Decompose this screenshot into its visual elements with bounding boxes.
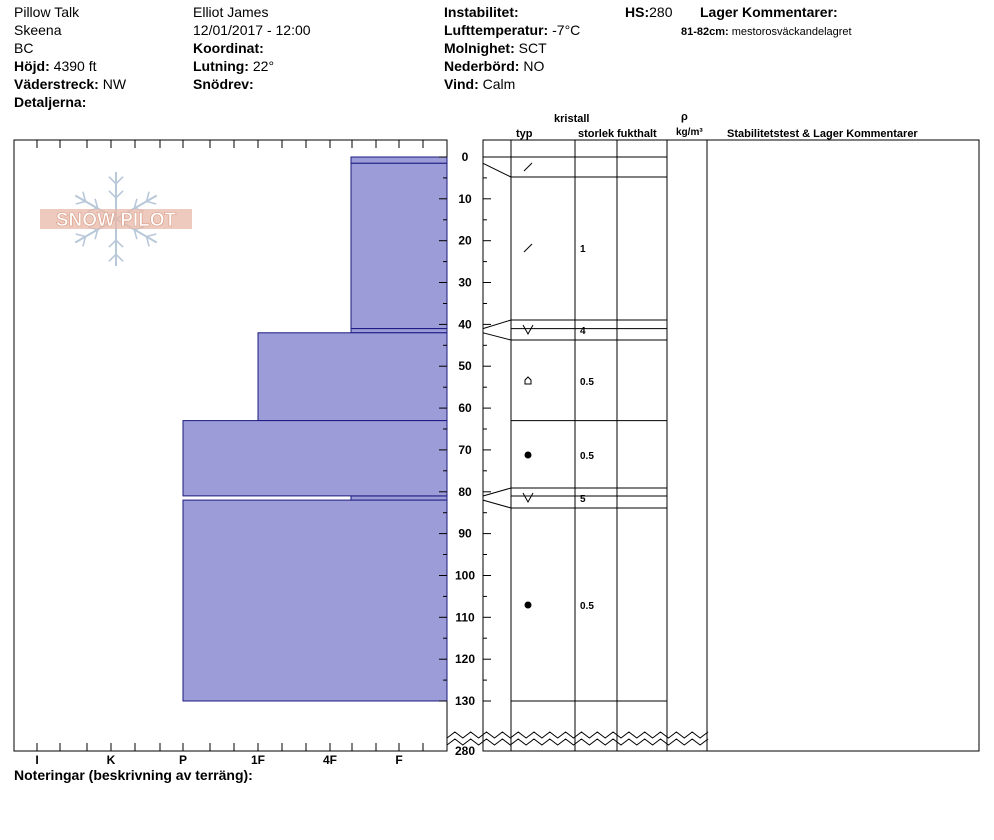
depth-tick-label: 120 <box>454 652 476 667</box>
depth-axis <box>439 150 708 758</box>
observer: Elliot James <box>193 4 269 20</box>
depth-tick-label: 10 <box>458 191 472 206</box>
layer-comment-depth: 81-82cm: <box>681 26 729 38</box>
col-moisture: fukthalt <box>617 128 657 140</box>
crystal-symbol-rounded <box>525 602 532 609</box>
hardness-label: F <box>395 753 403 767</box>
depth-tick-label: 110 <box>455 610 475 625</box>
flake-branch <box>109 191 116 198</box>
hardness-label: P <box>178 753 188 767</box>
col-rho: ρ <box>681 111 688 123</box>
region: BC <box>14 40 34 56</box>
details-label: Detaljerna: <box>14 94 87 110</box>
datetime: 12/01/2017 - 12:00 <box>193 22 311 38</box>
sky-value: SCT <box>518 40 547 56</box>
crystal-symbol-surface-hoar <box>523 325 533 334</box>
depth-tick-label: 100 <box>454 568 476 583</box>
flake-branch <box>116 254 123 261</box>
crystal-size-label: 0.5 <box>580 377 594 388</box>
coord-label: Koordinat: <box>193 40 264 56</box>
flake-branch <box>109 240 116 247</box>
flake-branch <box>109 177 116 184</box>
precip-value: NO <box>523 58 545 74</box>
hardness-bar <box>351 496 447 500</box>
logo-text: SNOW PILOT <box>55 210 177 231</box>
depth-tick-label: 0 <box>461 150 469 164</box>
flake-branch <box>116 240 123 247</box>
mountain-range: Skeena <box>14 22 62 38</box>
row-connector <box>483 333 511 340</box>
flake-branch <box>147 234 157 237</box>
crystal-size-label: 1 <box>580 244 586 255</box>
flake-branch <box>109 254 116 261</box>
precip-label: Nederbörd: <box>444 58 520 74</box>
flake-branch <box>147 201 157 204</box>
airtemp-value: -7°C <box>552 22 581 38</box>
layer-comments-label: Lager Kommentarer: <box>700 4 838 20</box>
depth-tick-label: 130 <box>454 694 476 708</box>
hardness-bar <box>351 163 447 328</box>
col-crystal: kristall <box>554 113 590 125</box>
airtemp-label: Lufttemperatur: <box>444 22 549 38</box>
aspect-value: NW <box>102 76 127 92</box>
row-connector <box>483 500 511 508</box>
hardness-bar <box>183 500 447 701</box>
hs-label: HS: <box>625 4 650 20</box>
wind-label: Vind: <box>444 76 479 92</box>
depth-tick-label: 70 <box>458 442 472 457</box>
layer-table-frame <box>483 140 979 751</box>
depth-tick-label: 90 <box>458 526 472 541</box>
crystal-symbol-surface-hoar <box>523 493 533 502</box>
crystal-size-label: 0.5 <box>580 601 594 612</box>
instability-label: Instabilitet: <box>444 4 519 20</box>
elevation-label: Höjd: <box>14 58 50 74</box>
crystal-symbol-faceted <box>525 377 531 384</box>
depth-tick-label: 80 <box>458 484 472 499</box>
crystal-symbol-precip-particle <box>524 163 532 171</box>
col-type: typ <box>516 128 533 140</box>
axis-break-zigzag <box>447 732 708 738</box>
depth-break-label: 280 <box>454 744 476 758</box>
crystal-size-label: 4 <box>580 326 586 337</box>
depth-tick-label: 40 <box>458 317 472 332</box>
hardness-bars <box>183 157 447 701</box>
drift-label: Snödrev: <box>193 76 254 92</box>
hs-value: 280 <box>649 4 673 20</box>
hardness-label: 4F <box>322 753 338 767</box>
depth-tick-label: 60 <box>458 401 472 416</box>
col-density-unit: kg/m³ <box>676 127 703 138</box>
layer-comment-text: mestorosväckandelagret <box>731 26 852 38</box>
hardness-label: I <box>35 753 39 767</box>
depth-tick-label: 30 <box>458 275 472 290</box>
wind-value: Calm <box>482 76 516 92</box>
crystal-size-label: 0.5 <box>580 451 594 462</box>
crystal-symbol-rounded <box>525 452 532 459</box>
hardness-bar <box>258 333 447 421</box>
flake-branch <box>116 191 123 198</box>
crystal-markers <box>523 163 594 612</box>
flake-branch <box>76 234 86 237</box>
layer-table <box>483 140 707 751</box>
flake-branch <box>76 201 86 204</box>
depth-tick-label: 50 <box>458 359 472 374</box>
slope-label: Lutning: <box>193 58 249 74</box>
col-size: storlek <box>578 128 615 140</box>
snowpilot-logo <box>40 172 192 266</box>
crystal-symbol-precip-particle <box>524 244 532 252</box>
aspect-label: Väderstreck: <box>14 76 99 92</box>
hardness-bar <box>351 329 447 333</box>
depth-tick-label: 20 <box>458 233 472 248</box>
axis-break-zigzag <box>447 739 708 745</box>
location: Pillow Talk <box>14 4 80 20</box>
slope-value: 22° <box>252 58 275 74</box>
crystal-size-label: 5 <box>580 494 586 505</box>
notes-label: Noteringar (beskrivning av terräng): <box>14 767 253 783</box>
hardness-bar <box>183 421 447 496</box>
row-connector <box>483 163 511 177</box>
elevation-value: 4390 ft <box>53 58 97 74</box>
hardness-bar <box>351 157 447 163</box>
hardness-label: 1F <box>250 753 266 767</box>
hardness-label: K <box>106 753 116 767</box>
sky-label: Molnighet: <box>444 40 515 56</box>
flake-branch <box>116 177 123 184</box>
col-stability: Stabilitetstest & Lager Kommentarer <box>727 128 918 140</box>
